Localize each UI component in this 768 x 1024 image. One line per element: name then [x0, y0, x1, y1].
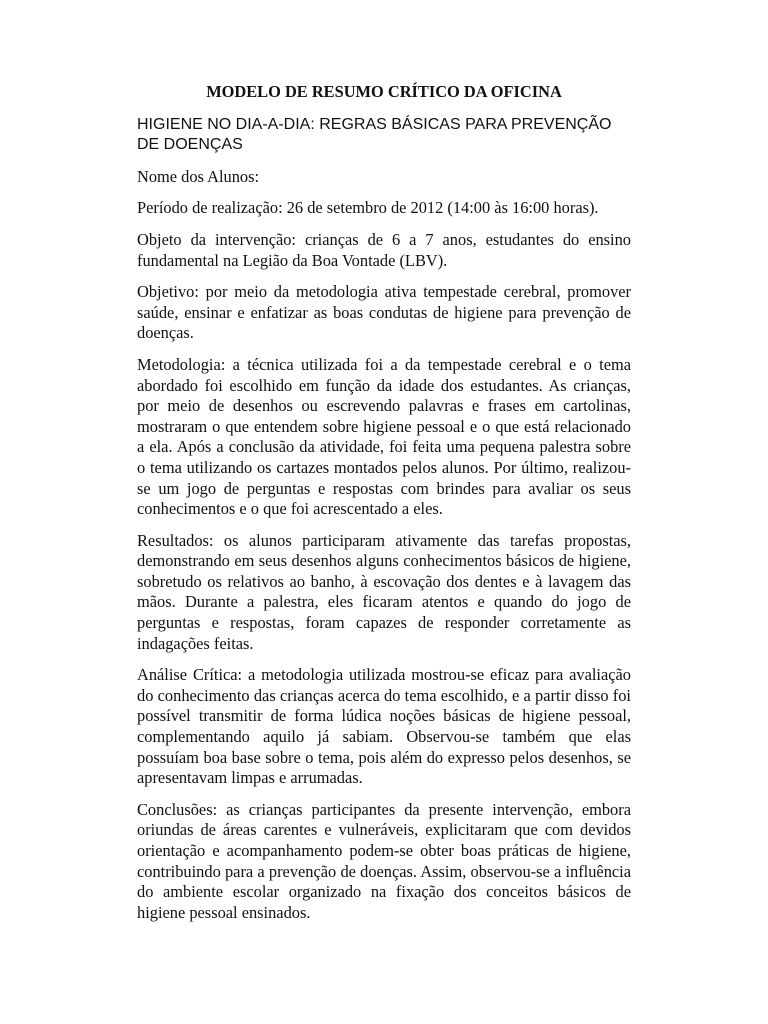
paragraph-critical-analysis: Análise Crítica: a metodologia utilizada mostrou-se eficaz para avaliação do conhecimento das crianças acerca do tema escolhido, e a partir disso foi possível transmitir de forma lúdica noções básicas de higiene pessoal, complementando aquilo já sabiam. Observou-se também que elas possuíam boa base sobre o tema, pois além do expresso pelos desenhos, se apresentavam limpas e arrumadas.: [137, 665, 631, 788]
document-subtitle: HIGIENE NO DIA-A-DIA: REGRAS BÁSICAS PARA PREVENÇÃO DE DOENÇAS: [137, 115, 612, 154]
paragraph-methodology: Metodologia: a técnica utilizada foi a da tempestade cerebral e o tema abordado foi escolhido em função da idade dos estudantes. As crianças, por meio de desenhos ou escrevendo palavras e frases em cartolinas, mostraram o que entendem sobre higiene pessoal e o que está relacionado a ela. Após a conclusão da atividade, foi feita uma pequena palestra sobre o tema utilizando os cartazes montados pelos alunos. Por último, realizou-se um jogo de perguntas e respostas com brindes para avaliar os seus conhecimentos e o que foi acrescentado a eles.: [137, 354, 631, 519]
paragraph-student-names: Nome dos Alunos:: [137, 166, 260, 186]
paragraph-results: Resultados: os alunos participaram ativamente das tarefas propostas, demonstrando em seus desenhos alguns conhecimentos básicos de higiene, sobretudo os relativos ao banho, à escovação dos dentes e à lavagem das mãos. Durante a palestra, eles ficaram atentos e quando do jogo de perguntas e respostas, foram capazes de responder corretamente as indagações feitas.: [137, 530, 631, 653]
document-title: MODELO DE RESUMO CRÍTICO DA OFICINA: [206, 82, 562, 101]
document-page: [137, 82, 631, 934]
paragraph-conclusions: Conclusões: as crianças participantes da presente intervenção, embora oriundas de áreas carentes e vulneráveis, explicitaram que com devidos orientação e acompanhamento podem-se obter boas práticas de higiene, contribuindo para a prevenção de doenças. Assim, observou-se a influência do ambiente escolar organizado na fixação dos conceitos básicos de higiene pessoal ensinados.: [137, 799, 631, 922]
paragraph-objective: Objetivo: por meio da metodologia ativa tempestade cerebral, promover saúde, ensinar e enfatizar as boas condutas de higiene para prevenção de doenças.: [137, 282, 631, 343]
paragraph-intervention-object: Objeto da intervenção: crianças de 6 a 7 anos, estudantes do ensino fundamental na Legião da Boa Vontade (LBV).: [137, 229, 631, 270]
paragraph-period: Período de realização: 26 de setembro de 2012 (14:00 às 16:00 horas).: [137, 198, 599, 218]
